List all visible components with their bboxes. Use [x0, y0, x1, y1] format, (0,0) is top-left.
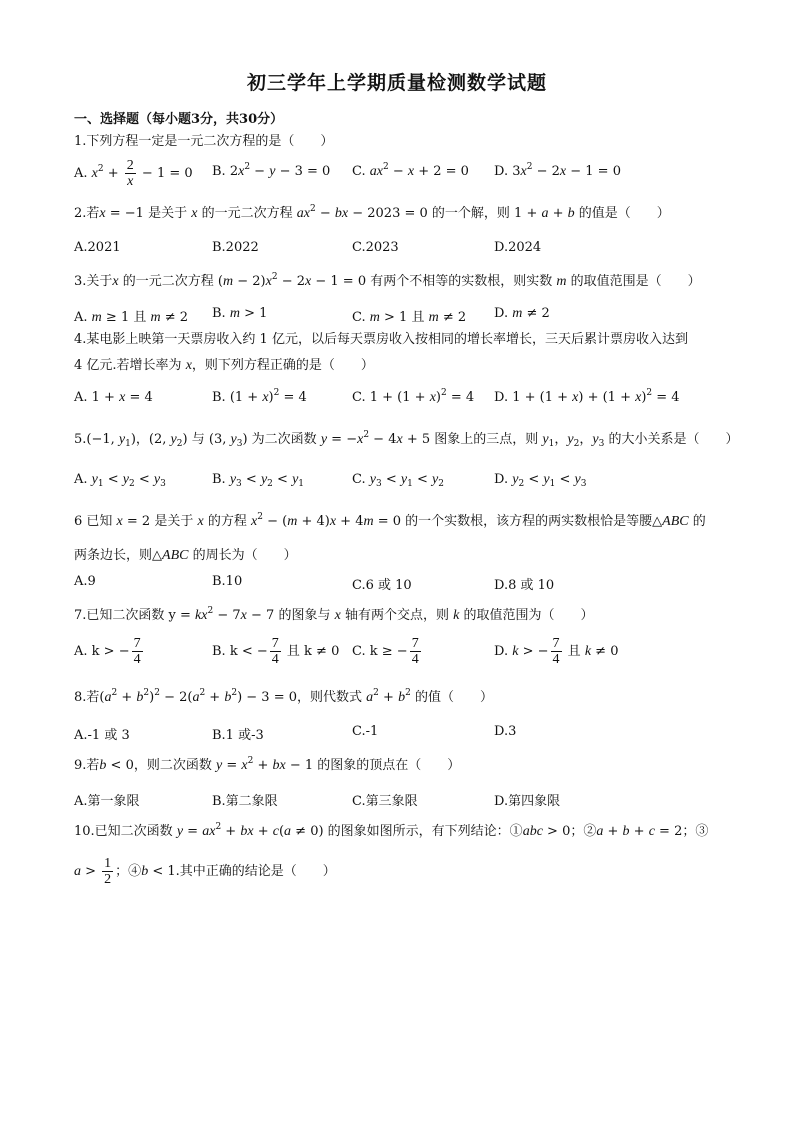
q1-option-c[interactable]: C. $ax^2 - x + 2 = 0$: [352, 162, 469, 179]
q2-option-d[interactable]: D.2024: [494, 240, 542, 255]
q9-option-a[interactable]: A.第一象限: [74, 794, 140, 809]
question-4-stem-line1: 4.某电影上映第一天票房收入约 1 亿元，以后每天票房收入按相同的增长率增长，三天后累计票房收入达到: [74, 332, 688, 347]
question-1-stem: 1.下列方程一定是一元二次方程的是（ ）: [74, 134, 334, 149]
q1-option-d[interactable]: D. $3x^2 - 2x - 1 = 0$: [494, 162, 621, 179]
q2-option-b[interactable]: B.2022: [212, 240, 259, 255]
question-8-stem: 8.若$(a^2 + b^2)^2 - 2(a^2 + b^2) - 3 = 0$，则代数式 $a^2 + b^2$ 的值（ ）: [74, 688, 493, 705]
q9-option-c[interactable]: C.第三象限: [352, 794, 418, 809]
question-10-stem-line2: a > $\frac{1}{2}$ ；④b < 1.其中正确的结论是（ ）: [74, 856, 336, 887]
question-3-stem: 3.关于x 的一元二次方程 $(m - 2)x^2 - 2x - 1 = 0$ 有两个不相等的实数根，则实数 m 的取值范围是（ ）: [74, 272, 701, 289]
q6-option-a[interactable]: A.9: [74, 574, 96, 589]
page-title: 初三学年上学期质量检测数学试题: [246, 72, 547, 94]
q4-option-d[interactable]: D. $1 + (1 + x) + (1 + x)^2 = 4$: [494, 388, 680, 405]
question-9-stem: 9.若b < 0，则二次函数 $y = x^2$ + bx − 1 的图象的顶点在（ ）: [74, 756, 461, 773]
q4-option-b[interactable]: B. $(1 + x)^2 = 4$: [212, 388, 307, 405]
q3-option-c[interactable]: C. m > 1 且 m ≠ 2: [352, 310, 467, 325]
q8-option-d[interactable]: D.3: [494, 724, 517, 739]
q4-option-a[interactable]: A. 1 + x = 4: [74, 390, 153, 405]
q7-option-b[interactable]: B. k < − $\frac{7}{4}$ 且 k ≠ 0: [212, 636, 340, 667]
q7-option-c[interactable]: C. k ≥ − $\frac{7}{4}$: [352, 636, 419, 667]
question-5-stem: 5.(−1, $y_1$)，(2, $y_2$) 与 (3, $y_3$) 为二次函数 $y = -x^2 - 4x + 5$ 图象上的三点，则 $y_1$，$y_2$，$y_3$ 的大小关系是（ ）: [74, 430, 739, 449]
q6-option-b[interactable]: B.10: [212, 574, 243, 589]
question-2-stem: 2.若x = −1 是关于 x 的一元二次方程 $ax^2$ − bx − 2023 = 0 的一个解，则 1 + a + b 的值是（ ）: [74, 204, 670, 221]
q3-option-d[interactable]: D. m ≠ 2: [494, 306, 550, 321]
q8-option-a[interactable]: A.-1 或 3: [74, 728, 130, 743]
q8-option-b[interactable]: B.1 或-3: [212, 728, 264, 743]
q4-option-c[interactable]: C. $1 + (1 + x)^2 = 4$: [352, 388, 475, 405]
q3-option-a[interactable]: A. m ≥ 1 且 m ≠ 2: [74, 310, 189, 325]
q5-option-a[interactable]: A. $y_1 < y_2 < y_3$: [74, 472, 166, 489]
q9-option-b[interactable]: B.第二象限: [212, 794, 278, 809]
q1-option-a[interactable]: A. $x^2$ + $\frac{2}{x}$ − 1 = 0: [74, 158, 193, 189]
q6-option-c[interactable]: C.6 或 10: [352, 578, 412, 593]
question-6-stem-line1: 6 已知 x = 2 是关于 x 的方程 $x^2 - (m + 4)x + 4m = 0$ 的一个实数根，该方程的两实数根恰是等腰△ABC 的: [74, 512, 706, 529]
q5-option-d[interactable]: D. $y_2 < y_1 < y_3$: [494, 472, 587, 489]
question-7-stem: 7.已知二次函数 $y = kx^2 - 7x - 7$ 的图象与 x 轴有两个交点，则 k 的取值范围为（ ）: [74, 606, 594, 623]
q7-option-a[interactable]: A. k > − $\frac{7}{4}$: [74, 636, 141, 667]
q5-option-c[interactable]: C. $y_3 < y_1 < y_2$: [352, 472, 444, 489]
question-10-stem-line1: 10.已知二次函数 $y = ax^2$ + bx + c(a ≠ 0) 的图象如图所示，有下列结论：①abc > 0；②a + b + c = 2；③: [74, 822, 709, 839]
q5-option-b[interactable]: B. $y_3 < y_2 < y_1$: [212, 472, 305, 489]
q3-option-b[interactable]: B. m > 1: [212, 306, 268, 321]
q6-option-d[interactable]: D.8 或 10: [494, 578, 555, 593]
section-heading: 一、选择题（每小题3分，共30分）: [74, 112, 284, 127]
q9-option-d[interactable]: D.第四象限: [494, 794, 561, 809]
q2-option-a[interactable]: A.2021: [74, 240, 121, 255]
q1-option-b[interactable]: B. $2x^2 - y - 3 = 0$: [212, 162, 331, 179]
q2-option-c[interactable]: C.2023: [352, 240, 399, 255]
question-6-stem-line2: 两条边长，则△ABC 的周长为（ ）: [74, 548, 297, 563]
q7-option-d[interactable]: D. k > − $\frac{7}{4}$ 且 k ≠ 0: [494, 636, 619, 667]
q8-option-c[interactable]: C.-1: [352, 724, 379, 739]
question-4-stem-line2: 4 亿元.若增长率为 x，则下列方程正确的是（ ）: [74, 358, 374, 373]
